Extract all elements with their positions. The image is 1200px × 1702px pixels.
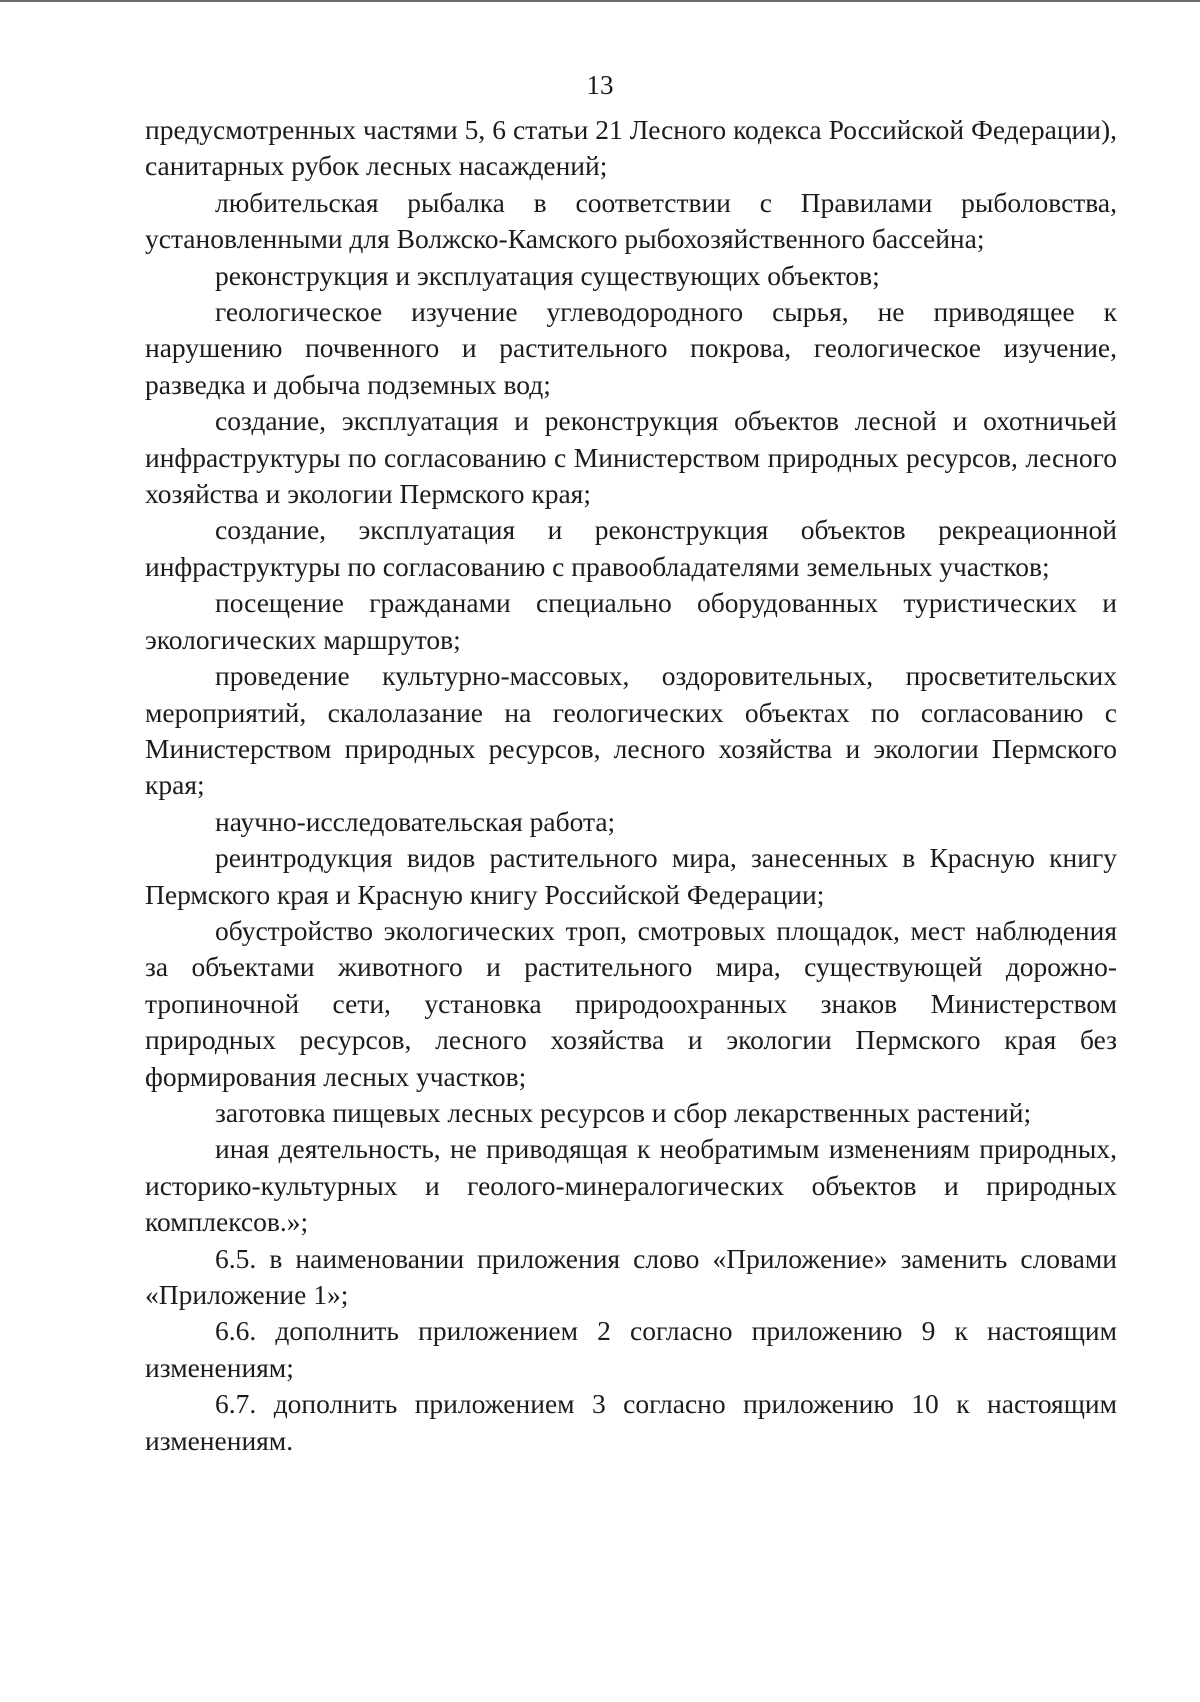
paragraph: предусмотренных частями 5, 6 статьи 21 Лесного кодекса Российской Федерации), санитарных рубок лесных насаждений; (145, 114, 1117, 182)
scan-top-edge (0, 0, 1200, 2)
paragraph: заготовка пищевых лесных ресурсов и сбор лекарственных растений; (215, 1096, 1032, 1128)
document-body (145, 112, 1117, 1459)
paragraph: посещение гражданами специально оборудованных туристических и экологических маршрутов; (145, 587, 1117, 655)
paragraph: 6.6. дополнить приложением 2 согласно приложению 9 к настоящим изменениям; (145, 1315, 1117, 1383)
paragraph: реинтродукция видов растительного мира, занесенных в Красную книгу Пермского края и Красную книгу Российской Федерации; (145, 842, 1117, 910)
page-number: 13 (586, 70, 614, 100)
paragraph: научно-исследовательская работа; (215, 805, 616, 837)
paragraph: 6.7. дополнить приложением 3 согласно приложению 10 к настоящим изменениям. (145, 1388, 1117, 1456)
paragraph: любительская рыбалка в соответствии с Правилами рыболовства, установленными для Волжско-Камского рыбохозяйственного бассейна; (145, 186, 1117, 255)
paragraph: обустройство экологических троп, смотровых площадок, мест наблюдения за объектами животного и растительного мира, существующей дорожно-тропиночной сети, установка природоохранных знаков Министерством природных ресурсов, лесного хозяйства и экологии Пермского края без формирования лесных участков; (145, 914, 1117, 1092)
paragraph: создание, эксплуатация и реконструкция объектов рекреационной инфраструктуры по согласованию с правообладателями земельных участков; (145, 514, 1117, 582)
paragraph: создание, эксплуатация и реконструкция объектов лесной и охотничьей инфраструктуры по согласованию с Министерством природных ресурсов, лесного хозяйства и экологии Пермского края; (145, 405, 1117, 510)
paragraph: реконструкция и эксплуатация существующих объектов; (215, 259, 880, 291)
paragraph: геологическое изучение углеводородного сырья, не приводящее к нарушению почвенного и растительного покрова, геологическое изучение, разведка и добыча подземных вод; (145, 296, 1117, 400)
paragraph: иная деятельность, не приводящая к необратимым изменениям природных, историко-культурных и геолого-минералогических объектов и природных комплексов.»; (145, 1133, 1117, 1238)
paragraph: проведение культурно-массовых, оздоровительных, просветительских мероприятий, скалолазание на геологических объектах по согласованию с Министерством природных ресурсов, лесного хозяйства и экологии Пермского края; (145, 660, 1117, 801)
paragraph: 6.5. в наименовании приложения слово «Приложение» заменить словами «Приложение 1»; (145, 1242, 1117, 1310)
